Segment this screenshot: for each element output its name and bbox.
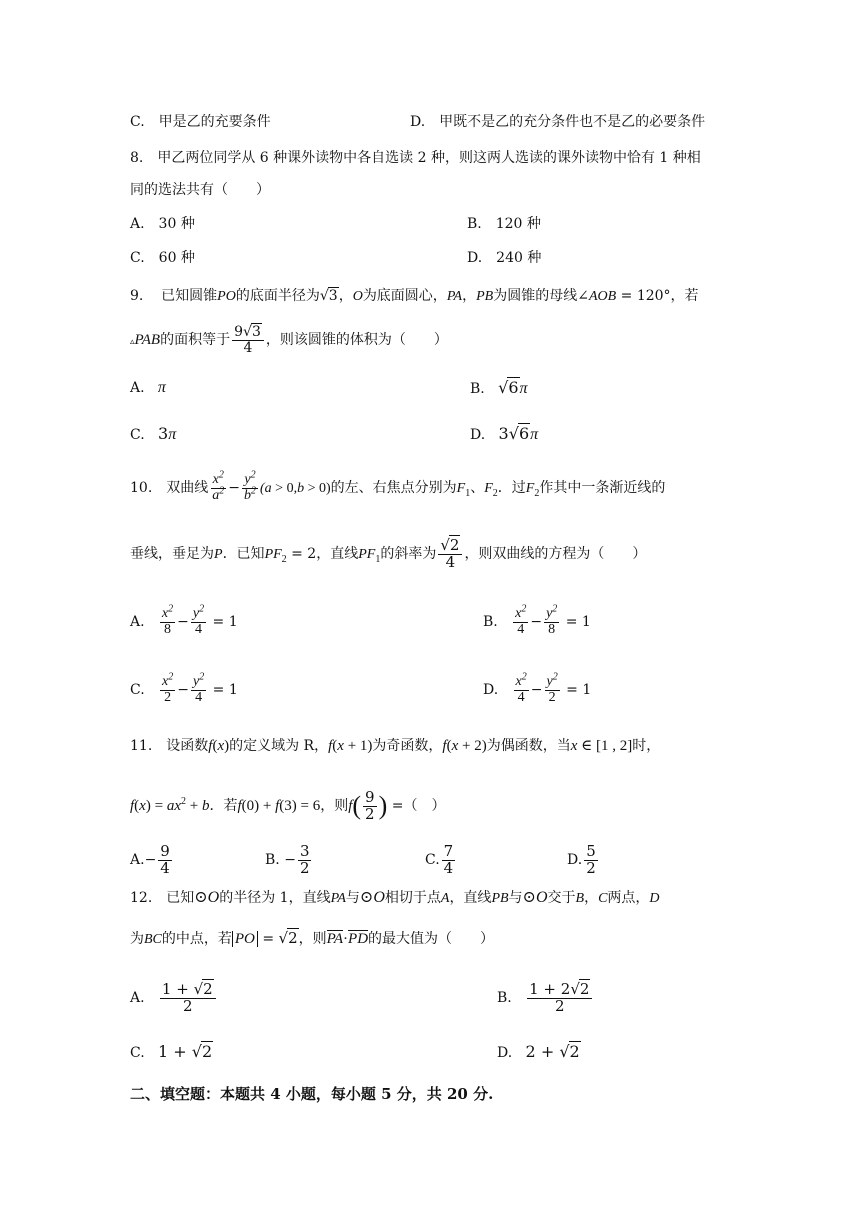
q12-stem-line1: 12. 已知⊙O的半径为 1，直线PA与⊙O相切于点A，直线PB与⊙O交于B，C两点，D [130,889,660,906]
q11-text-2: 为奇函数， [372,738,443,754]
q11-option-a: A.− $\frac{9}{4}$ [130,841,170,877]
q10-text-8: ，则双曲线的方程为（ ） [464,546,647,562]
q12-option-c: C. 1 + √2 [130,1042,213,1061]
q12-stem-line2: 为BC的中点，若 PO = √2，则PA·PD的最大值为（ ） [130,929,495,947]
q9-math-area-frac: $\frac{9√3}{4}$ [232,325,264,355]
q9-math-sqrt3: √3 [319,288,338,304]
q9-math-o: O [352,289,363,304]
q12-text-9: 的中点，若 [161,931,232,947]
q10-option-c: C. $\frac{x^2}{2}$ − $\frac{y^2}{4}$ = 1 [130,671,238,705]
q9-option-a: A. π [130,379,166,396]
q11-text-4: 时， [632,738,661,754]
q11-stem-line1: 11. 设函数f(x)的定义域为 R，f(x + 1)为奇函数，f(x + 2)为偶函数，当x ∈ [1 , 2]时， [130,738,661,754]
q11-text-7: （ ） [403,798,446,814]
q12-option-d: D. 2 + √2 [497,1042,580,1061]
q12-option-b: B. $\frac{1 + 2√2}{2}$ [497,976,594,1020]
q9-math-po: PO [217,289,236,304]
q9-stem-line2 [130,320,448,360]
q11-option-d: D. $\frac{5}{2}$ [567,841,596,877]
q10-option-a: A. $\frac{x^2}{8}$ − $\frac{y^2}{4}$ = 1 [130,603,238,637]
q7-option-c: C. 甲是乙的充要条件 [130,114,271,130]
q11-text-1: 的定义域为 R， [229,738,329,754]
q9-option-c: C. 3π [130,424,177,443]
q10-text-1: 的左、右焦点分别为 [330,480,457,496]
q9-text-6: ，若 [670,288,699,304]
q12-text-11: 的最大值为（ ） [368,931,495,947]
q7-option-d: D. 甲既不是乙的充分条件也不是乙的必要条件 [410,114,706,130]
q10-math-pf1: $PF_1$ [358,547,381,565]
q11-stem-line2: $f(x) = ax^2 + b$．若f(0) + f(3) = 6，则f( $\frac{9}{2}$ ) =（ ） [130,787,446,823]
q8-option-a: A. 30 种 [130,216,195,232]
q9-math-angle: ∠AOB [577,289,617,304]
q12-number: 12. 已知 [130,890,195,906]
section-2-heading: 二、填空题：本题共 4 小题，每小题 5 分，共 20 分. [130,1085,494,1103]
q10-math-y2b2: $\frac{y^2}{b^2}$ [244,469,256,503]
q10-text-2: ．过 [497,480,526,496]
q10-stem-line2: 垂线，垂足为P．已知$PF_2 = 2$，直线$PF_1$的斜率为 $\frac{√2}{4}$ ，则双曲线的方程为（ ） [130,535,647,571]
q10-math-cond: (a > 0,b > 0) [260,481,331,496]
q9-text-3: ， [338,288,353,304]
q10-text-6: ，直线 [316,546,359,562]
q9-stem-line1: 9. 已知圆锥PO的底面半径为√3，O为底面圆心，PA，PB为圆锥的母线∠AOB = 120°，若 [130,288,699,304]
q12-text-4: ，直线 [449,890,492,906]
q12-option-a: A. $\frac{1 + √2}{2}$ [130,976,218,1020]
q10-stem-line1: 10. 双曲线 $\frac{x^2}{a^2}$ − $\frac{y^2}{b^2}$ (a > 0,b > 0)的左、右焦点分别为$F_1$、$F_2$．过$F_2$作其中一条渐近线的 [130,469,666,503]
q9-text-8: ，则该圆锥的体积为（ ） [265,332,448,348]
q8-stem-line2: 同的选法共有（ ） [130,182,270,198]
q11-option-c: C. $\frac{7}{4}$ [425,841,454,877]
q10-text-5: ．已知 [222,546,265,562]
q8-option-d: D. 240 种 [467,250,542,266]
q12-text-10: ，则 [298,931,327,947]
q12-text-7: 两点， [607,890,650,906]
q9-text-2: 的底面半径为 [235,288,320,304]
q9-text-7: 的面积等于 [160,332,231,348]
q10-number: 10. 双曲线 [130,480,209,496]
q11-text-3: 为偶函数，当 [486,738,571,754]
q12-text-1: 的半径为 1，直线 [219,890,331,906]
q8-option-c: C. 60 种 [130,250,195,266]
q12-text-6: 交于 [547,890,576,906]
q9-math-triangle-pab: ▵PAB [130,332,161,348]
q9-text-5: 为圆锥的母线 [493,288,578,304]
q10-text-4: 垂线，垂足为 [130,546,214,562]
q10-option-b: B. $\frac{x^2}{4}$ − $\frac{y^2}{8}$ = 1 [483,603,591,637]
q9-text-4: 为底面圆心， [362,288,447,304]
q8-option-b: B. 120 种 [467,216,541,232]
q11-option-b: B. − $\frac{3}{2}$ [265,841,310,877]
q10-math-pf2: $PF_2$ [264,547,287,565]
q9-number: 9. [130,288,144,304]
q9-option-d: D. 3√6π [470,424,539,443]
q10-option-d: D. $\frac{x^2}{4}$ − $\frac{y^2}{2}$ = 1 [483,671,592,705]
q10-text-7: 的斜率为 [380,546,437,562]
q10-text-3: 作其中一条渐近线的 [539,480,666,496]
q12-text-3: 相切于点 [384,890,441,906]
q10-math-x2a2: $\frac{x^2}{a^2}$ [212,469,225,503]
q11-number: 11. 设函数 [130,738,209,754]
q10-math-slope: $\frac{√2}{4}$ [438,538,462,571]
q9-option-b: B. √6π [470,378,528,397]
q8-stem-line1: 8. 甲乙两位同学从 6 种课外读物中各自选读 2 种，则这两人选读的课外读物中恰有 1 种相 [130,150,701,166]
q10-math-f1f2: $F_1$ [456,481,471,499]
q11-text-6: ，则 [320,798,349,814]
q9-text-1: 已知圆锥 [161,288,218,304]
q12-text-2: 与 [345,890,360,906]
q12-text-5: 与 [508,890,523,906]
q12-text-8: 为 [130,931,144,947]
q9-math-pa-pb: PA [446,289,463,304]
q11-text-5: ．若 [209,798,238,814]
